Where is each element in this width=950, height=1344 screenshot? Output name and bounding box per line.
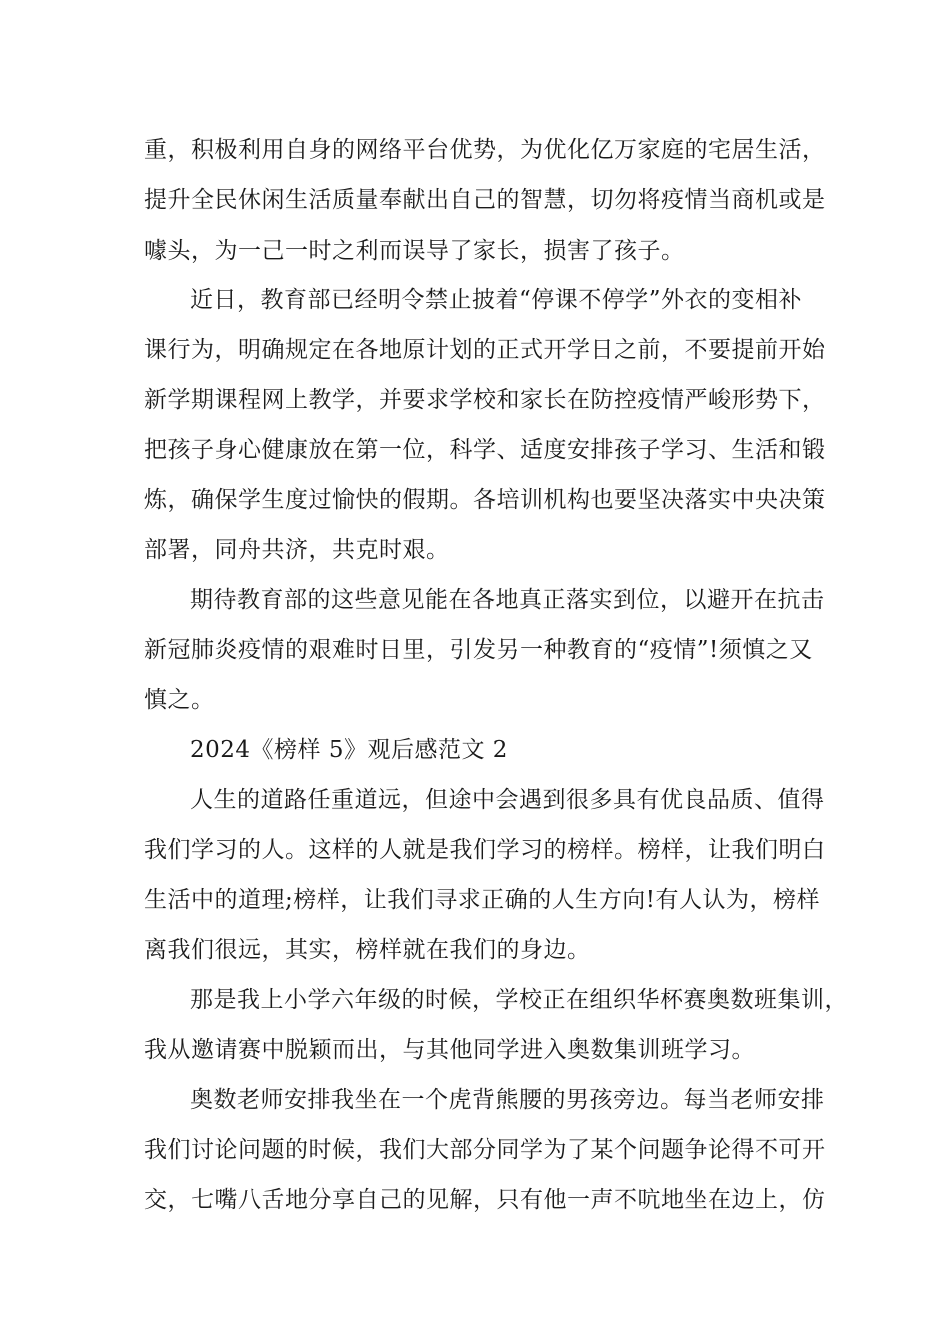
paragraph-line: 噱头，为一己一时之利而误导了家长，损害了孩子。 xyxy=(144,238,685,264)
paragraph-line: 提升全民休闲生活质量奉献出自己的智慧，切勿将疫情当商机或是 xyxy=(144,187,826,213)
paragraph-line: 部署，同舟共济，共克时艰。 xyxy=(144,537,450,563)
paragraph-line: 我们讨论问题的时候，我们大部分同学为了某个问题争论得不可开 xyxy=(144,1137,826,1163)
paragraph-line: 我从邀请赛中脱颖而出，与其他同学进入奥数集训班学习。 xyxy=(144,1037,755,1063)
paragraph-line: 新冠肺炎疫情的艰难时日里，引发另一种教育的“疫情”!须慎之又 xyxy=(144,637,813,663)
paragraph-line: 离我们很远，其实，榜样就在我们的身边。 xyxy=(144,937,591,963)
paragraph-line: 人生的道路任重道远，但途中会遇到很多具有优良品质、值得 xyxy=(190,787,825,813)
paragraph-line: 把孩子身心健康放在第一位，科学、适度安排孩子学习、生活和锻 xyxy=(144,437,826,463)
paragraph-line: 奥数老师安排我坐在一个虎背熊腰的男孩旁边。每当老师安排 xyxy=(190,1087,825,1113)
paragraph-line: 期待教育部的这些意见能在各地真正落实到位，以避开在抗击 xyxy=(190,587,825,613)
paragraph-line: 炼，确保学生度过愉快的假期。各培训机构也要坚决落实中央决策 xyxy=(144,487,826,513)
paragraph-line: 课行为，明确规定在各地原计划的正式开学日之前，不要提前开始 xyxy=(144,337,826,363)
paragraph-line: 新学期课程网上教学，并要求学校和家长在防控疫情严峻形势下， xyxy=(144,387,826,413)
paragraph-line: 我们学习的人。这样的人就是我们学习的榜样。榜样，让我们明白 xyxy=(144,837,826,863)
paragraph-line: 慎之。 xyxy=(144,687,215,713)
paragraph-line: 重，积极利用自身的网络平台优势，为优化亿万家庭的宅居生活， xyxy=(144,137,826,163)
paragraph-line: 近日，教育部已经明令禁止披着“停课不停学”外衣的变相补 xyxy=(190,287,803,313)
paragraph-line: 那是我上小学六年级的时候，学校正在组织华杯赛奥数班集训， xyxy=(190,987,848,1013)
paragraph-line: 交，七嘴八舌地分享自己的见解，只有他一声不吭地坐在边上，仿 xyxy=(144,1187,826,1213)
paragraph-line: 生活中的道理;榜样，让我们寻求正确的人生方向!有人认为，榜样 xyxy=(144,887,820,913)
section-heading: 2024《榜样 5》观后感范文 2 xyxy=(190,737,508,763)
